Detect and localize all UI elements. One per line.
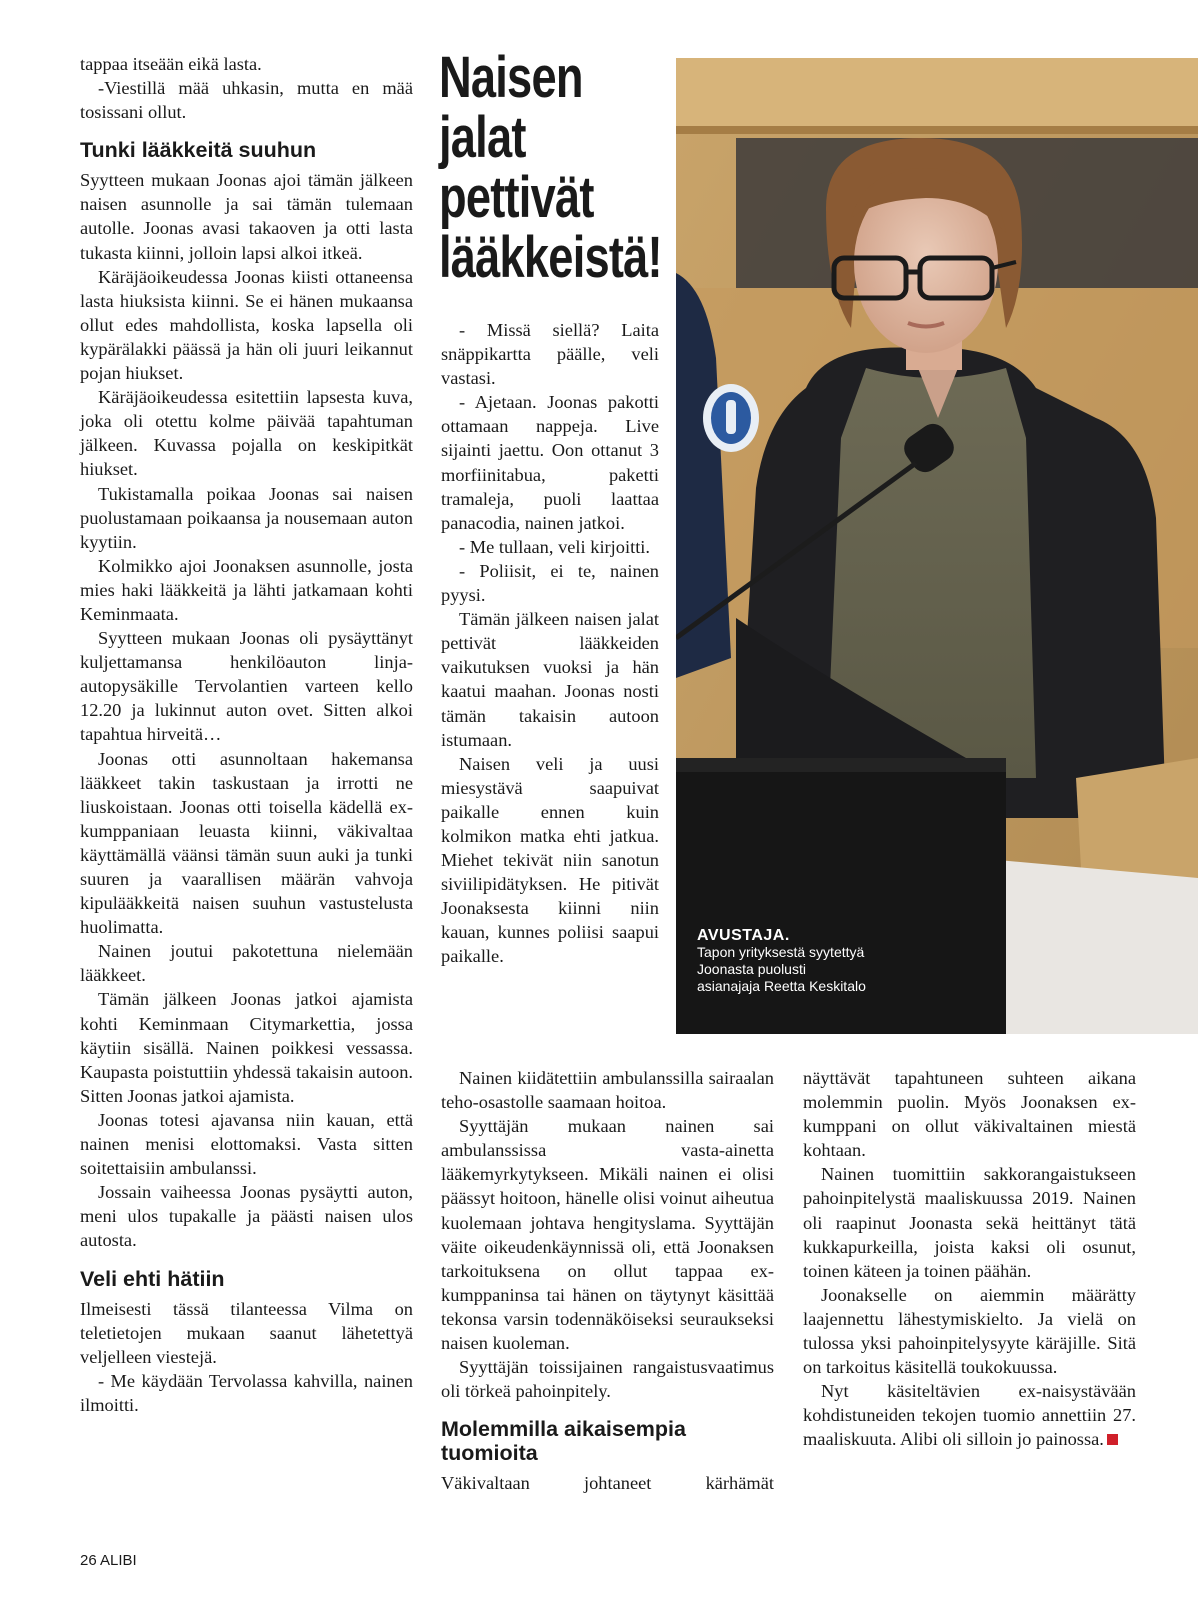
paragraph: Käräjäoikeudessa esitettiin lapsesta kuva, joka oli otettu kolme päivää tapahtuman jälkeen. Kuvassa pojalla on keskipitkät hiukset.: [80, 387, 413, 480]
column-2: [441, 318, 659, 969]
column-1: [80, 52, 413, 1417]
column-2-lower: [441, 1066, 774, 1495]
headline-line: lääkkeistä!: [439, 225, 662, 290]
paragraph: Tukistamalla poikaa Joonas sai naisen puolustamaan poikaansa ja nousemaan auton kyytiin.: [80, 483, 413, 552]
paragraph: Naisen veli ja uusi miesystävä saapuivat paikalle ennen kuin kolmikon matka ehti jatkua. Miehet tekivät niin sanotun siviilipidätyksen. He pitivät Joonaksesta kiinni niin kauan, kunnes poliisi saapui paikalle.: [441, 753, 659, 967]
paragraph: Nainen tuomittiin sakkorangaistukseen pahoinpitelystä maaliskuussa 2019. Nainen oli raapinut Joonasta sekä heittänyt tätä kukkapurkeilla, joista kaksi oli osunut, toinen käteen ja toinen päähän.: [803, 1164, 1136, 1281]
headline-line: jalat: [439, 105, 526, 170]
paragraph-text: Nyt käsiteltävien ex-naisystävään kohdistuneiden tekojen tuomio annettiin 27. maaliskuuta. Alibi oli silloin jo painossa.: [803, 1381, 1136, 1450]
paragraph: - Me tullaan, veli kirjoitti.: [459, 536, 651, 557]
paragraph: Tämän jälkeen naisen jalat pettivät lääkkeiden vaikutuksen vuoksi ja hän kaatui maahan. Joonas nosti tämän takaisin autoon istumaan.: [441, 609, 659, 750]
paragraph: Joonas otti asunnoltaan hakemansa lääkkeet takin taskustaan ja irrotti ne liuskoistaan. Joonas otti toisella kädellä ex-kumppaniaan leuasta kiinni, väkivaltaa käyttämällä väänsi tämän suun auki ja tunki suuren ja vaarallisen määrän vahvoja kipulääkkeitä naisen suuhun vastustelusta huolimatta.: [80, 748, 413, 938]
paragraph: [803, 1379, 1136, 1451]
paragraph: - Ajetaan. Joonas pakotti ottamaan nappeja. Live sijainti jaettu. Oon ottanut 3 morfiinitabua, paketti tramaleja, puoli laattaa panacodia, nainen jatkoi.: [441, 392, 659, 533]
end-mark-icon: [1107, 1434, 1118, 1445]
paragraph: Syytteen mukaan Joonas ajoi tämän jälkeen naisen asunnolle ja sai tämän tulemaan autolle. Joonas avasi takaoven ja otti lasta tukasta kiinni, jolloin lapsi alkoi itkeä.: [80, 170, 413, 263]
paragraph: Nainen joutui pakotettuna nielemään lääkkeet.: [80, 941, 413, 986]
paragraph: Tämän jälkeen Joonas jatkoi ajamista kohti Keminmaan Citymarkettia, jossa käytiin sisällä. Nainen poikkesi vessassa. Kaupasta poistuttiin yhdessä takaisin autoon. Sitten Joonas jatkoi ajamista.: [80, 989, 413, 1106]
paragraph: Jossain vaiheessa Joonas pysäytti auton, meni ulos tupakalle ja päästi naisen ulos autosta.: [80, 1182, 413, 1251]
paragraph: Syytteen mukaan Joonas oli pysäyttänyt kuljettamansa henkilöauton linja-autopysäkille Tervolantien varteen kello 12.20 ja lukinnut auton ovet. Sitten alkoi tapahtua hirveitä…: [80, 628, 413, 745]
headline-line: pettivät: [439, 165, 594, 230]
courtroom-photo: [676, 58, 1198, 1034]
page-footer: 26 ALIBI: [80, 1552, 137, 1569]
paragraph: Ilmeisesti tässä tilanteessa Vilma on teletietojen mukaan saanut lähetettyä veljelleen viestejä.: [80, 1298, 413, 1367]
paragraph: Joonas totesi ajavansa niin kauan, että nainen menisi elottomaksi. Vasta sitten soitettaisiin ambulanssi.: [80, 1109, 413, 1179]
paragraph: tappaa itseään eikä lasta.: [80, 54, 262, 74]
paragraph: - Missä siellä? Laita snäppikartta päälle, veli vastasi.: [441, 320, 659, 389]
subheading: Veli ehti hätiin: [80, 1266, 225, 1291]
paragraph: Syyttäjän mukaan nainen sai ambulanssissa vasta-ainetta lääkemyrkytykseen. Mikäli nainen ei olisi päässyt hoitoon, hänelle olisi voinut aiheutua kuolemaan johtava hengityslama. Syyttäjän väite oikeudenkäynnissä oli, että Joonaksen tarkoituksena on ollut tappaa ex-kumppaninsa tai hänen on täytynyt käsittää tekonsa varsin todennäköiseksi seuraukseksi naisen kuoleman.: [441, 1116, 774, 1354]
paragraph: Joonakselle on aiemmin määrätty laajennettu lähestymiskielto. Ja vielä on tulossa yksi pahoinpitelysyyte käräjille. Sitä on tarkoitus käsitellä toukokuussa.: [803, 1284, 1136, 1378]
paragraph: näyttävät tapahtuneen suhteen aikana molemmin puolin. Myös Joonaksen ex-kumppani on ollut väkivaltainen miestä kohtaan.: [803, 1068, 1136, 1161]
paragraph: Väkivaltaan johtaneet kärhämät: [441, 1473, 774, 1494]
column-3: [803, 1066, 1136, 1452]
paragraph: Kolmikko ajoi Joonaksen asunnolle, josta mies haki lääkkeitä ja lähti jatkamaan kohti Keminmaata.: [80, 555, 413, 624]
paragraph: Syyttäjän toissijainen rangaistusvaatimus oli törkeä pahoinpitely.: [441, 1357, 774, 1402]
paragraph: -Viestillä mää uhkasin, mutta en mää tosissani ollut.: [80, 78, 413, 123]
caption-text: Tapon yrityksestä syytettyä Joonasta puolusti asianajaja Reetta Keskitalo: [697, 944, 866, 994]
paragraph: Käräjäoikeudessa Joonas kiisti ottaneensa lasta hiuksista kiinni. Se ei hänen mukaansa ollut edes mahdollista, koska lapsella oli kypärälakki päässä ja hän oli juuri leikannut pojan hiukset.: [80, 266, 413, 384]
subheading: Tunki lääkkeitä suuhun: [80, 138, 317, 163]
paragraph: - Me käydään Tervolassa kahvilla, nainen ilmoitti.: [80, 1370, 413, 1415]
subheading: Molemmilla aikaisempia tuomioita: [441, 1417, 686, 1466]
headline-line: Naisen: [439, 45, 583, 110]
photo-caption: [697, 927, 867, 995]
paragraph: Nainen kiidätettiin ambulanssilla sairaalan teho-osastolle saamaan hoitoa.: [441, 1068, 774, 1113]
paragraph: - Poliisit, ei te, nainen pyysi.: [441, 560, 659, 606]
caption-title: AVUSTAJA.: [697, 927, 790, 944]
headline: [439, 45, 662, 290]
